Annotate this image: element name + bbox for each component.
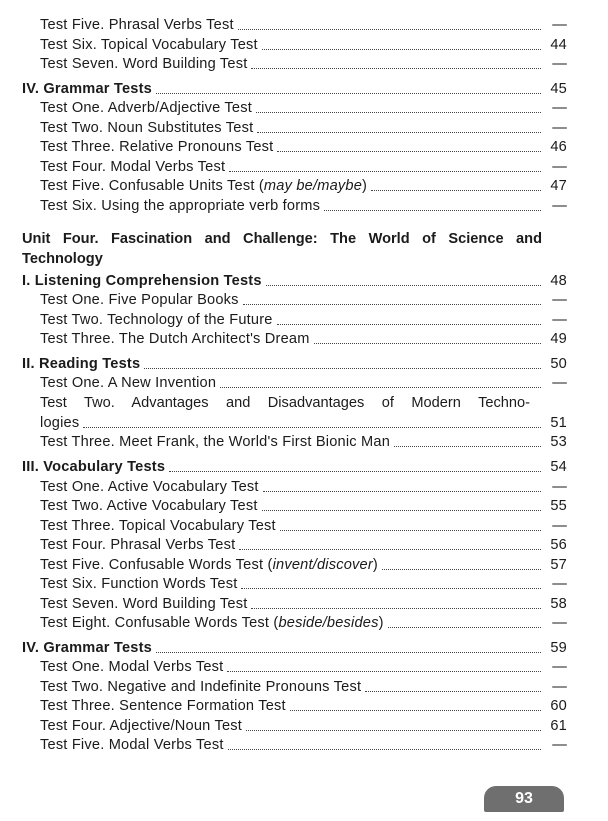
toc-entry [22,734,567,754]
toc-entry-text: Test Five. Modal Verbs Test [40,737,224,753]
leader-dots [262,48,541,50]
toc-entry-page: — [552,292,567,308]
section-heading [22,78,567,98]
toc-entry-text: Test Five. Confusable Units Test (may be/maybe) [40,178,368,194]
leader-dots [371,189,541,191]
section-page: 45 [550,81,567,97]
section-title: IV. Grammar Tests [22,640,152,656]
leader-dots [251,67,541,69]
toc-entry-page: 51 [550,415,567,431]
leader-dots [324,209,541,211]
section-title: IV. Grammar Tests [22,81,152,97]
unit-title: Unit Four. Fascination and Challenge: The World of Science and Technology [22,231,542,267]
toc-entry-page: 56 [550,537,567,553]
toc-entry-text: Test One. Adverb/Adjective Test [40,100,252,116]
leader-dots [251,607,541,609]
toc-entry-page: — [552,479,567,495]
toc-entry [22,554,567,574]
toc-entry-page: — [552,615,567,631]
toc-entry [22,593,567,613]
section-heading [22,353,567,373]
toc-entry-text: Test Three. Meet Frank, the World's First Bionic Man [40,434,391,450]
toc-entry-text: Test One. A New Invention [40,375,217,391]
toc-entry-page: — [552,100,567,116]
section-page: 54 [550,459,567,475]
toc-entry [22,175,567,195]
leader-dots [220,386,541,388]
toc-entry-page: — [552,576,567,592]
toc-entry-page: 47 [550,178,567,194]
toc-entry [22,476,567,496]
toc-entry-page: — [552,737,567,753]
toc-entry [22,715,567,735]
toc-entry-text: Test Two. Noun Substitutes Test [40,120,254,136]
leader-dots [263,490,541,492]
toc-entry-page: 46 [550,139,567,155]
toc-entry-text: Test Two. Active Vocabulary Test [40,498,258,514]
toc-entry-text: Test Two. Negative and Indefinite Pronouns Test [40,679,362,695]
toc-entry-text: Test Three. The Dutch Architect's Dream [40,331,310,347]
toc-entry-page: 57 [550,557,567,573]
leader-dots [239,548,541,550]
leader-dots [257,131,541,133]
leader-dots [83,426,541,428]
leader-dots [156,651,541,653]
section-page: 48 [550,273,567,289]
section-heading [22,456,567,476]
leader-dots [243,303,541,305]
leader-dots [229,170,541,172]
toc-entry [22,372,567,392]
section-title: II. Reading Tests [22,356,141,372]
leader-dots [314,342,541,344]
section-page: 59 [550,640,567,656]
leader-dots [227,670,541,672]
leader-dots [144,367,541,369]
leader-dots [280,529,541,531]
toc-entry-text: Test Six. Topical Vocabulary Test [40,37,258,53]
toc-entry [22,14,567,34]
toc-entry-page: 55 [550,498,567,514]
toc-entry-text: Test Seven. Word Building Test [40,596,248,612]
toc-entry-text: Test Three. Sentence Formation Test [40,698,286,714]
toc-entry [22,573,567,593]
toc-entry [22,515,567,535]
toc-entry [22,676,567,696]
leader-dots [241,587,541,589]
toc-entry-page: 44 [550,37,567,53]
toc-entry [22,309,567,329]
toc-entry-text: Test One. Five Popular Books [40,292,239,308]
toc-entry-text: Test Six. Using the appropriate verb forms [40,198,321,214]
toc-entry-page: 60 [550,698,567,714]
toc-entry [22,136,567,156]
toc-entry [22,534,567,554]
leader-dots [365,690,541,692]
leader-dots [290,709,541,711]
leader-dots [228,748,541,750]
toc-entry [22,495,567,515]
toc-entry-text: Test Three. Topical Vocabulary Test [40,518,276,534]
leader-dots [256,111,541,113]
toc-entry [22,612,567,632]
toc-entry-text: logies [40,415,80,431]
toc-entry-text: Test Three. Relative Pronouns Test [40,139,274,155]
toc-entry [22,431,567,451]
toc-entry-text: Test Four. Modal Verbs Test [40,159,226,175]
leader-dots [382,568,541,570]
toc-entry-page: 49 [550,331,567,347]
toc-entry-wrapped-line [40,392,530,412]
toc-entry [22,328,567,348]
toc-entry [22,195,567,215]
toc-entry-text: Test Two. Advantages and Disadvantages of Modern Techno- [40,395,530,411]
toc-entry-page: — [552,198,567,214]
leader-dots [156,92,541,94]
leader-dots [277,150,541,152]
leader-dots [277,323,541,325]
toc-entry [22,289,567,309]
toc-entry-page: — [552,312,567,328]
toc-entry-text: Test Four. Adjective/Noun Test [40,718,243,734]
section-heading [22,270,567,290]
toc-entry-text: Test One. Modal Verbs Test [40,659,224,675]
leader-dots [262,509,541,511]
toc-entry-text: Test Two. Technology of the Future [40,312,273,328]
leader-dots [394,445,541,447]
toc-entry [22,53,567,73]
toc-entry-page: 61 [550,718,567,734]
toc-entry-text: Test Seven. Word Building Test [40,56,248,72]
section-page: 50 [550,356,567,372]
toc-entry-page: — [552,120,567,136]
leader-dots [246,729,541,731]
toc-entry-page: — [552,159,567,175]
toc-entry-page: — [552,375,567,391]
toc-entry-text: Test Six. Function Words Test [40,576,238,592]
toc-entry-text: Test Five. Phrasal Verbs Test [40,17,234,33]
toc-entry-text: Test One. Active Vocabulary Test [40,479,259,495]
page-number-badge: 93 [484,786,564,812]
toc-entry-page: — [552,659,567,675]
toc-entry-text: Test Eight. Confusable Words Test (beside/besides) [40,615,384,631]
toc-entry-page: — [552,518,567,534]
toc-entry-page: 53 [550,434,567,450]
toc-entry-text: Test Four. Phrasal Verbs Test [40,537,236,553]
leader-dots [266,284,541,286]
toc-entry-page: — [552,56,567,72]
toc-entry-page: — [552,679,567,695]
toc-entry [22,117,567,137]
leader-dots [169,470,541,472]
toc-entry [22,412,567,432]
toc-entry [22,156,567,176]
section-title: I. Listening Comprehension Tests [22,273,262,289]
toc-entry-text: Test Five. Confusable Words Test (invent/discover) [40,557,378,573]
section-heading [22,637,567,657]
toc-entry-page: 58 [550,596,567,612]
toc-entry-page: — [552,17,567,33]
toc-entry [22,97,567,117]
toc-entry [22,695,567,715]
toc-entry [22,34,567,54]
leader-dots [388,626,541,628]
leader-dots [238,28,541,30]
section-title: III. Vocabulary Tests [22,459,166,475]
toc-entry [22,656,567,676]
